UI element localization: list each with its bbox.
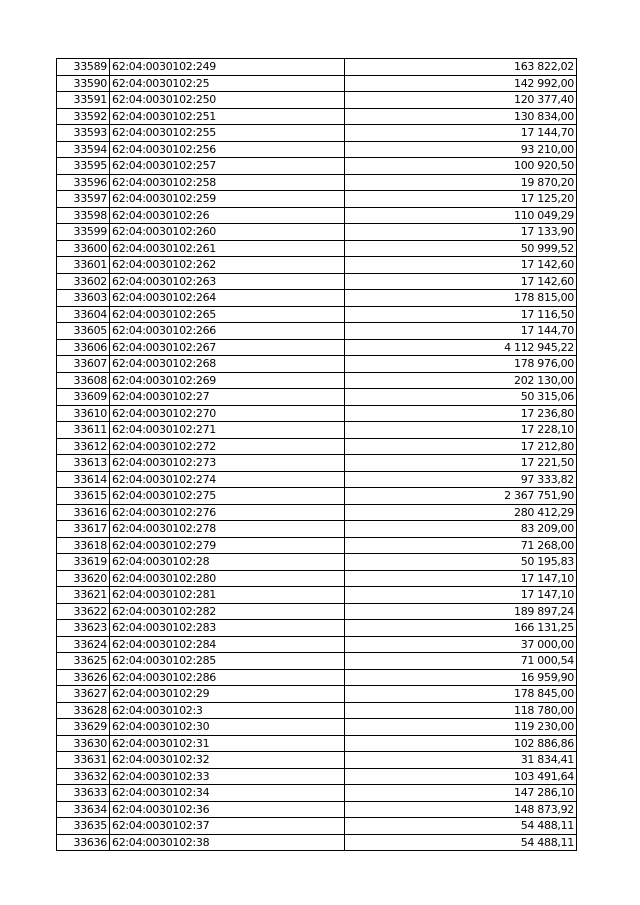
table-row	[57, 801, 577, 818]
row-number-cell: 33589	[57, 59, 110, 76]
cadastral-number-cell: 62:04:0030102:34	[110, 785, 345, 802]
value-cell: 17 133,90	[345, 224, 577, 241]
value-cell: 50 999,52	[345, 240, 577, 257]
row-number-cell: 33634	[57, 801, 110, 818]
cadastral-number-cell: 62:04:0030102:3	[110, 702, 345, 719]
row-number-cell: 33606	[57, 339, 110, 356]
row-number-cell: 33614	[57, 471, 110, 488]
row-number-cell: 33607	[57, 356, 110, 373]
table-row	[57, 207, 577, 224]
cadastral-number-cell: 62:04:0030102:280	[110, 570, 345, 587]
cadastral-number-cell: 62:04:0030102:274	[110, 471, 345, 488]
value-cell: 17 144,70	[345, 323, 577, 340]
cadastral-number-cell: 62:04:0030102:249	[110, 59, 345, 76]
value-cell: 97 333,82	[345, 471, 577, 488]
value-cell: 17 221,50	[345, 455, 577, 472]
cadastral-number-cell: 62:04:0030102:275	[110, 488, 345, 505]
value-cell: 19 870,20	[345, 174, 577, 191]
cadastral-number-cell: 62:04:0030102:25	[110, 75, 345, 92]
table-row	[57, 438, 577, 455]
cadastral-number-cell: 62:04:0030102:262	[110, 257, 345, 274]
value-cell: 163 822,02	[345, 59, 577, 76]
row-number-cell: 33608	[57, 372, 110, 389]
table-row	[57, 620, 577, 637]
value-cell: 148 873,92	[345, 801, 577, 818]
cadastral-number-cell: 62:04:0030102:271	[110, 422, 345, 439]
row-number-cell: 33627	[57, 686, 110, 703]
value-cell: 54 488,11	[345, 834, 577, 851]
table-row	[57, 686, 577, 703]
row-number-cell: 33598	[57, 207, 110, 224]
row-number-cell: 33605	[57, 323, 110, 340]
value-cell: 17 147,10	[345, 570, 577, 587]
cadastral-number-cell: 62:04:0030102:37	[110, 818, 345, 835]
value-cell: 50 195,83	[345, 554, 577, 571]
value-cell: 31 834,41	[345, 752, 577, 769]
cadastral-number-cell: 62:04:0030102:276	[110, 504, 345, 521]
row-number-cell: 33624	[57, 636, 110, 653]
table-row	[57, 257, 577, 274]
value-cell: 17 116,50	[345, 306, 577, 323]
value-cell: 120 377,40	[345, 92, 577, 109]
table-row	[57, 636, 577, 653]
table-row	[57, 125, 577, 142]
table-row	[57, 75, 577, 92]
row-number-cell: 33628	[57, 702, 110, 719]
row-number-cell: 33629	[57, 719, 110, 736]
row-number-cell: 33612	[57, 438, 110, 455]
cadastral-number-cell: 62:04:0030102:281	[110, 587, 345, 604]
cadastral-number-cell: 62:04:0030102:264	[110, 290, 345, 307]
cadastral-number-cell: 62:04:0030102:255	[110, 125, 345, 142]
table-row	[57, 603, 577, 620]
cadastral-number-cell: 62:04:0030102:268	[110, 356, 345, 373]
table-row	[57, 752, 577, 769]
value-cell: 17 144,70	[345, 125, 577, 142]
row-number-cell: 33635	[57, 818, 110, 835]
row-number-cell: 33592	[57, 108, 110, 125]
row-number-cell: 33600	[57, 240, 110, 257]
value-cell: 166 131,25	[345, 620, 577, 637]
value-cell: 189 897,24	[345, 603, 577, 620]
row-number-cell: 33601	[57, 257, 110, 274]
value-cell: 4 112 945,22	[345, 339, 577, 356]
row-number-cell: 33630	[57, 735, 110, 752]
table-row	[57, 768, 577, 785]
row-number-cell: 33597	[57, 191, 110, 208]
row-number-cell: 33591	[57, 92, 110, 109]
value-cell: 17 236,80	[345, 405, 577, 422]
table-row	[57, 174, 577, 191]
value-cell: 37 000,00	[345, 636, 577, 653]
value-cell: 103 491,64	[345, 768, 577, 785]
table-row	[57, 273, 577, 290]
value-cell: 178 815,00	[345, 290, 577, 307]
table-row	[57, 471, 577, 488]
table-row	[57, 290, 577, 307]
table-row	[57, 339, 577, 356]
table-row	[57, 834, 577, 851]
value-cell: 2 367 751,90	[345, 488, 577, 505]
cadastral-value-table	[56, 58, 577, 851]
cadastral-number-cell: 62:04:0030102:283	[110, 620, 345, 637]
cadastral-number-cell: 62:04:0030102:36	[110, 801, 345, 818]
value-cell: 100 920,50	[345, 158, 577, 175]
cadastral-number-cell: 62:04:0030102:30	[110, 719, 345, 736]
row-number-cell: 33616	[57, 504, 110, 521]
value-cell: 178 976,00	[345, 356, 577, 373]
table-row	[57, 224, 577, 241]
table-row	[57, 92, 577, 109]
value-cell: 17 212,80	[345, 438, 577, 455]
value-cell: 142 992,00	[345, 75, 577, 92]
table-row	[57, 455, 577, 472]
cadastral-number-cell: 62:04:0030102:278	[110, 521, 345, 538]
cadastral-number-cell: 62:04:0030102:257	[110, 158, 345, 175]
value-cell: 50 315,06	[345, 389, 577, 406]
cadastral-number-cell: 62:04:0030102:256	[110, 141, 345, 158]
value-cell: 83 209,00	[345, 521, 577, 538]
table-row	[57, 372, 577, 389]
cadastral-number-cell: 62:04:0030102:286	[110, 669, 345, 686]
row-number-cell: 33613	[57, 455, 110, 472]
cadastral-number-cell: 62:04:0030102:279	[110, 537, 345, 554]
table-row	[57, 356, 577, 373]
table-row	[57, 554, 577, 571]
table-row	[57, 158, 577, 175]
row-number-cell: 33636	[57, 834, 110, 851]
row-number-cell: 33615	[57, 488, 110, 505]
row-number-cell: 33633	[57, 785, 110, 802]
value-cell: 71 268,00	[345, 537, 577, 554]
cadastral-number-cell: 62:04:0030102:261	[110, 240, 345, 257]
value-cell: 130 834,00	[345, 108, 577, 125]
row-number-cell: 33603	[57, 290, 110, 307]
value-cell: 17 125,20	[345, 191, 577, 208]
value-cell: 280 412,29	[345, 504, 577, 521]
value-cell: 110 049,29	[345, 207, 577, 224]
cadastral-number-cell: 62:04:0030102:267	[110, 339, 345, 356]
value-cell: 17 147,10	[345, 587, 577, 604]
row-number-cell: 33622	[57, 603, 110, 620]
row-number-cell: 33631	[57, 752, 110, 769]
value-cell: 17 142,60	[345, 257, 577, 274]
table-row	[57, 785, 577, 802]
cadastral-number-cell: 62:04:0030102:284	[110, 636, 345, 653]
row-number-cell: 33620	[57, 570, 110, 587]
row-number-cell: 33611	[57, 422, 110, 439]
cadastral-number-cell: 62:04:0030102:258	[110, 174, 345, 191]
row-number-cell: 33625	[57, 653, 110, 670]
table-row	[57, 422, 577, 439]
cadastral-number-cell: 62:04:0030102:263	[110, 273, 345, 290]
table-row	[57, 306, 577, 323]
table-row	[57, 521, 577, 538]
table-row	[57, 504, 577, 521]
value-cell: 71 000,54	[345, 653, 577, 670]
value-cell: 17 228,10	[345, 422, 577, 439]
row-number-cell: 33604	[57, 306, 110, 323]
table-row	[57, 735, 577, 752]
cadastral-number-cell: 62:04:0030102:282	[110, 603, 345, 620]
row-number-cell: 33626	[57, 669, 110, 686]
value-cell: 118 780,00	[345, 702, 577, 719]
row-number-cell: 33599	[57, 224, 110, 241]
cadastral-number-cell: 62:04:0030102:250	[110, 92, 345, 109]
row-number-cell: 33617	[57, 521, 110, 538]
value-cell: 16 959,90	[345, 669, 577, 686]
value-cell: 102 886,86	[345, 735, 577, 752]
table-row	[57, 323, 577, 340]
value-cell: 54 488,11	[345, 818, 577, 835]
table-row	[57, 669, 577, 686]
table-row	[57, 59, 577, 76]
table-row	[57, 719, 577, 736]
cadastral-number-cell: 62:04:0030102:260	[110, 224, 345, 241]
value-cell: 202 130,00	[345, 372, 577, 389]
row-number-cell: 33593	[57, 125, 110, 142]
row-number-cell: 33621	[57, 587, 110, 604]
cadastral-number-cell: 62:04:0030102:26	[110, 207, 345, 224]
cadastral-number-cell: 62:04:0030102:269	[110, 372, 345, 389]
value-cell: 119 230,00	[345, 719, 577, 736]
cadastral-number-cell: 62:04:0030102:270	[110, 405, 345, 422]
value-cell: 93 210,00	[345, 141, 577, 158]
cadastral-number-cell: 62:04:0030102:31	[110, 735, 345, 752]
value-cell: 178 845,00	[345, 686, 577, 703]
row-number-cell: 33610	[57, 405, 110, 422]
table-row	[57, 537, 577, 554]
cadastral-number-cell: 62:04:0030102:33	[110, 768, 345, 785]
cadastral-number-cell: 62:04:0030102:259	[110, 191, 345, 208]
value-cell: 17 142,60	[345, 273, 577, 290]
row-number-cell: 33623	[57, 620, 110, 637]
row-number-cell: 33596	[57, 174, 110, 191]
row-number-cell: 33619	[57, 554, 110, 571]
table-row	[57, 141, 577, 158]
table-body	[57, 59, 577, 851]
table-row	[57, 702, 577, 719]
row-number-cell: 33595	[57, 158, 110, 175]
table-row	[57, 240, 577, 257]
row-number-cell: 33590	[57, 75, 110, 92]
row-number-cell: 33594	[57, 141, 110, 158]
row-number-cell: 33618	[57, 537, 110, 554]
cadastral-number-cell: 62:04:0030102:251	[110, 108, 345, 125]
cadastral-number-cell: 62:04:0030102:28	[110, 554, 345, 571]
table-row	[57, 191, 577, 208]
table-row	[57, 405, 577, 422]
table-row	[57, 389, 577, 406]
cadastral-number-cell: 62:04:0030102:29	[110, 686, 345, 703]
cadastral-number-cell: 62:04:0030102:265	[110, 306, 345, 323]
table-row	[57, 108, 577, 125]
cadastral-number-cell: 62:04:0030102:272	[110, 438, 345, 455]
value-cell: 147 286,10	[345, 785, 577, 802]
cadastral-number-cell: 62:04:0030102:38	[110, 834, 345, 851]
cadastral-number-cell: 62:04:0030102:27	[110, 389, 345, 406]
row-number-cell: 33602	[57, 273, 110, 290]
table-row	[57, 587, 577, 604]
row-number-cell: 33632	[57, 768, 110, 785]
cadastral-number-cell: 62:04:0030102:273	[110, 455, 345, 472]
row-number-cell: 33609	[57, 389, 110, 406]
table-row	[57, 818, 577, 835]
cadastral-number-cell: 62:04:0030102:285	[110, 653, 345, 670]
table-row	[57, 488, 577, 505]
table-row	[57, 653, 577, 670]
cadastral-number-cell: 62:04:0030102:266	[110, 323, 345, 340]
table-row	[57, 570, 577, 587]
cadastral-number-cell: 62:04:0030102:32	[110, 752, 345, 769]
